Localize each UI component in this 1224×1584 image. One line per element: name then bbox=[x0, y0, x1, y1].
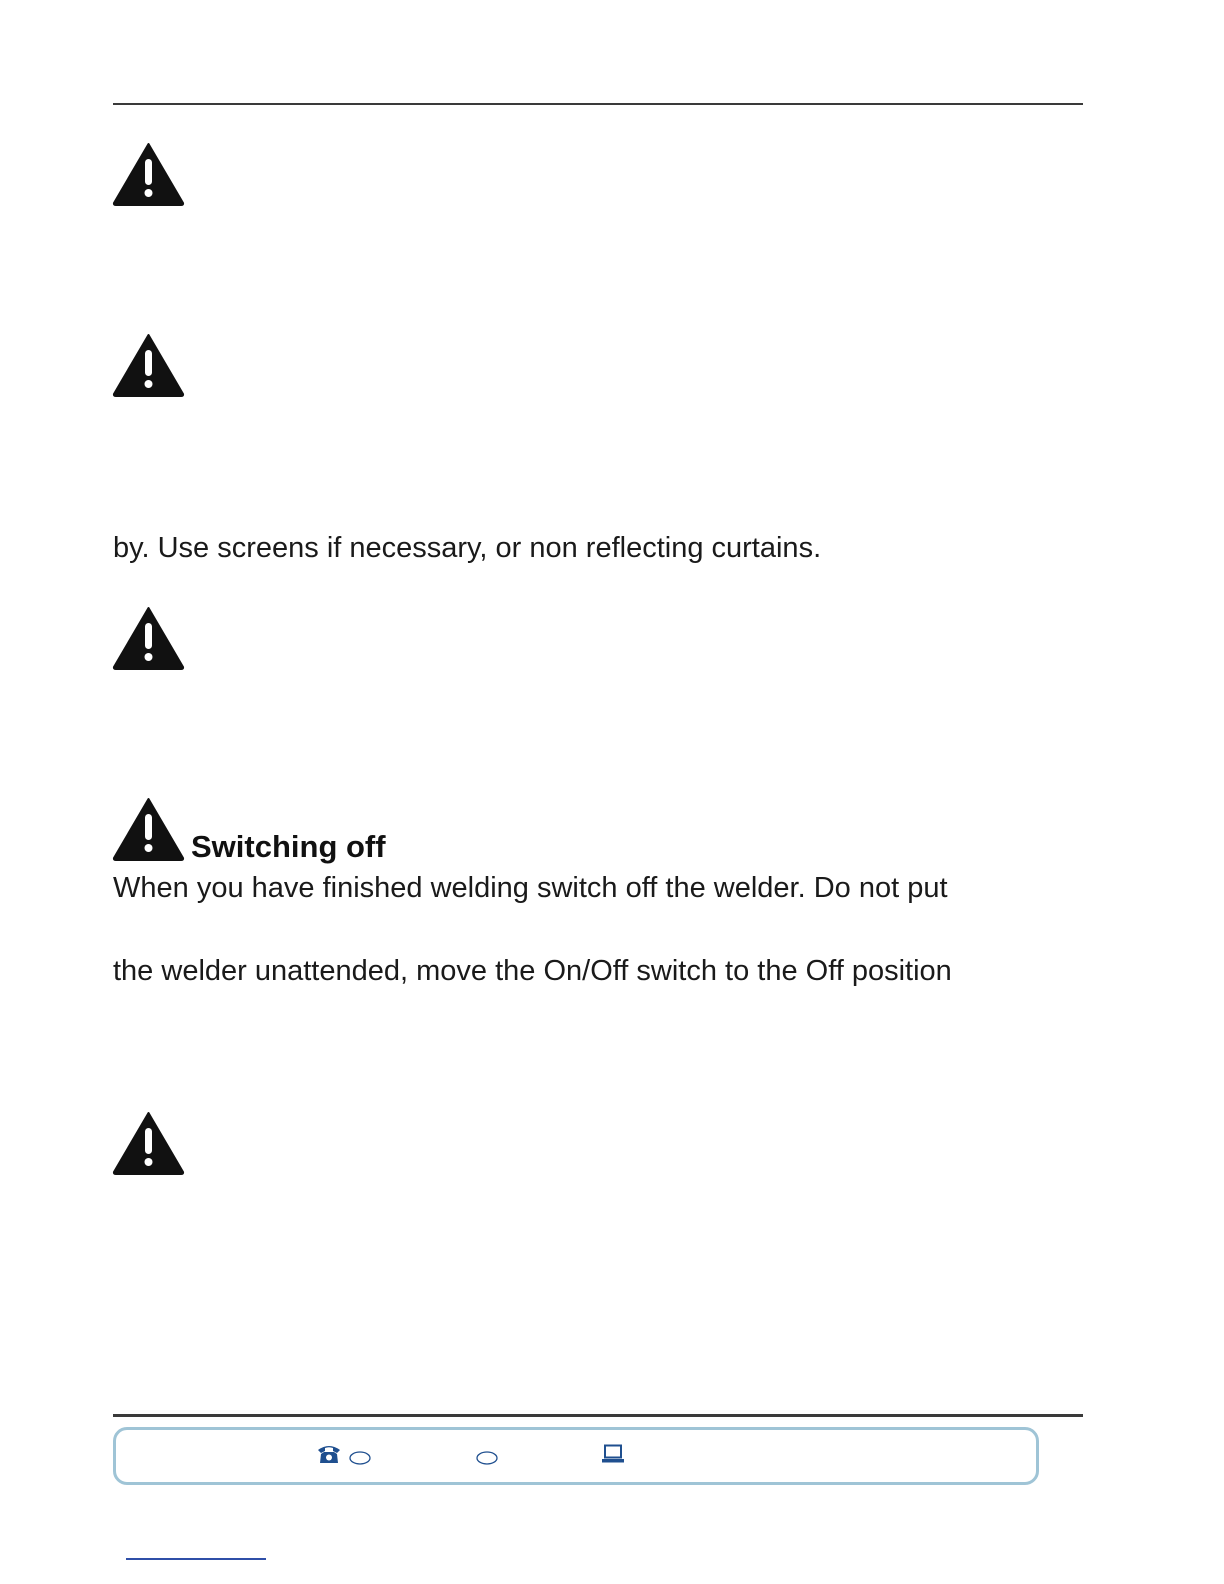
warning-triangle-icon bbox=[112, 333, 185, 397]
warning-triangle-icon bbox=[112, 142, 185, 206]
oval-icon bbox=[349, 1451, 371, 1465]
body-text-line: by. Use screens if necessary, or non reflecting curtains. bbox=[113, 532, 822, 564]
body-text-line: When you have finished welding switch off the welder. Do not put bbox=[113, 872, 948, 904]
warning-triangle-icon bbox=[112, 1111, 185, 1175]
footer-link-underline[interactable] bbox=[126, 1558, 266, 1560]
oval-icon bbox=[476, 1451, 498, 1465]
warning-triangle-icon bbox=[112, 606, 185, 670]
top-divider bbox=[113, 103, 1083, 105]
bottom-divider bbox=[113, 1414, 1083, 1417]
body-text-line: the welder unattended, move the On/Off switch to the Off position bbox=[113, 955, 952, 987]
footer-contact-box bbox=[113, 1427, 1039, 1485]
phone-icon bbox=[316, 1443, 342, 1465]
laptop-icon bbox=[601, 1444, 625, 1464]
warning-triangle-icon bbox=[112, 797, 185, 861]
section-heading: Switching off bbox=[191, 829, 386, 864]
